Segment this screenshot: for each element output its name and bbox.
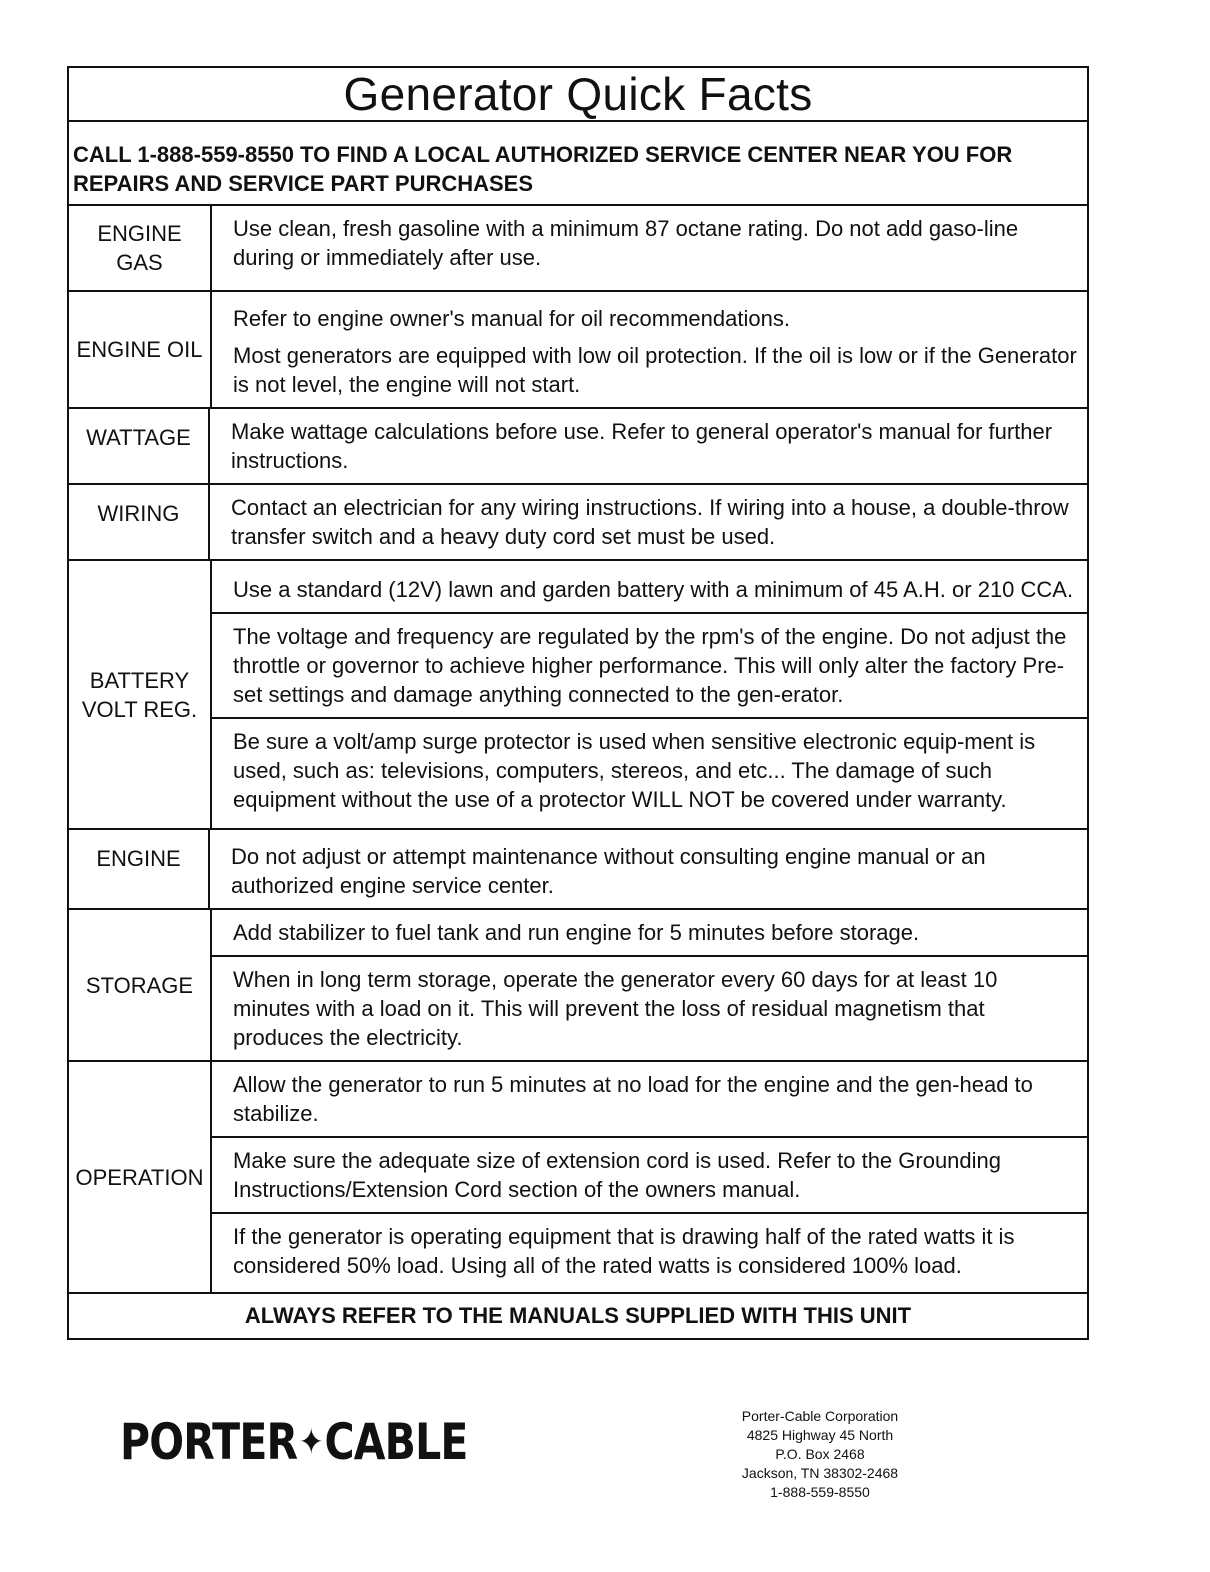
street-address: 4825 Highway 45 North	[746, 1427, 894, 1443]
fact-row-engine-oil	[69, 292, 1087, 409]
fact-row-wiring	[69, 485, 1087, 561]
fact-text: Make sure the adequate size of extension cord is used. Refer to the Grounding Instructions/Extension Cord section of the owners manual.	[212, 1136, 1087, 1212]
row-label: STORAGE	[69, 910, 212, 1060]
row-label: WIRING	[69, 485, 210, 559]
fact-text: Most generators are equipped with low oil protection. If the oil is low or if the Generator is not level, the engine will not start.	[233, 343, 1077, 397]
fact-text: When in long term storage, operate the generator every 60 days for at least 10 minutes with a load on it. This will prevent the loss of residual magnetism that produces the electricity.	[212, 955, 1087, 1060]
fact-row-operation	[69, 1062, 1087, 1294]
fact-text: The voltage and frequency are regulated by the rpm's of the engine. Do not adjust the throttle or governor to achieve higher performance. This will only alter the factory Pre-set settings and damage anything connected to the gen-erator.	[212, 612, 1087, 717]
fact-text: If the generator is operating equipment that is drawing half of the rated watts it is considered 50% load. Using all of the rated watts is considered 100% load.	[212, 1212, 1087, 1292]
fact-text: Do not adjust or attempt maintenance without consulting engine manual or an authorized engine service center.	[231, 844, 986, 898]
po-box: P.O. Box 2468	[775, 1446, 865, 1462]
logo-text-left: PORTER	[120, 1413, 298, 1471]
row-label: OPERATION	[69, 1062, 212, 1292]
row-label: WATTAGE	[69, 409, 210, 483]
fact-row-wattage	[69, 409, 1087, 485]
city-state-zip: Jackson, TN 38302-2468	[741, 1465, 899, 1481]
fact-text: Refer to engine owner's manual for oil recommendations.	[233, 306, 790, 331]
fact-row-engine	[69, 830, 1087, 910]
service-call-notice: CALL 1-888-559-8550 TO FIND A LOCAL AUTHORIZED SERVICE CENTER NEAR YOU FOR REPAIRS AND SERVICE PART PURCHASES	[69, 122, 1087, 206]
logo-text-right: CABLE	[324, 1413, 468, 1471]
fact-text: Allow the generator to run 5 minutes at no load for the engine and the gen-head to stabilize.	[233, 1072, 1033, 1126]
row-label: BATTERY VOLT REG.	[69, 561, 212, 828]
fact-row-engine-gas	[69, 206, 1087, 292]
fact-text: Add stabilizer to fuel tank and run engine for 5 minutes before storage.	[233, 920, 920, 945]
fact-text: Make wattage calculations before use. Refer to general operator's manual for further instructions.	[231, 419, 1053, 473]
fact-text: Use clean, fresh gasoline with a minimum 87 octane rating. Do not add gaso-line during or immediately after use.	[233, 216, 1019, 270]
star-icon: ✦	[298, 1421, 323, 1463]
manuals-reminder: ALWAYS REFER TO THE MANUALS SUPPLIED WITH THIS UNIT	[244, 1303, 912, 1328]
fact-row-battery-volt-reg	[69, 561, 1087, 830]
fact-text: Use a standard (12V) lawn and garden battery with a minimum of 45 A.H. or 210 CCA.	[233, 577, 1074, 602]
quick-facts-sheet	[67, 66, 1089, 1340]
company-address	[700, 1407, 940, 1502]
fact-text: Be sure a volt/amp surge protector is used when sensitive electronic equip-ment is used, such as: televisions, computers, stereos, and etc... The damage of such equipment without the use of a protector WILL NOT be covered under warranty.	[212, 717, 1087, 828]
company-name: Porter-Cable Corporation	[741, 1408, 899, 1424]
fact-text: Contact an electrician for any wiring instructions. If wiring into a house, a double-throw transfer switch and a heavy duty cord set must be used.	[231, 495, 1069, 549]
row-label: ENGINE GAS	[69, 206, 212, 290]
company-phone: 1-888-559-8550	[770, 1484, 870, 1500]
row-label: ENGINE	[69, 830, 210, 908]
page-title: Generator Quick Facts	[69, 68, 1087, 122]
porter-cable-logo	[120, 1413, 468, 1471]
row-label: ENGINE OIL	[69, 292, 212, 407]
fact-row-storage	[69, 910, 1087, 1062]
